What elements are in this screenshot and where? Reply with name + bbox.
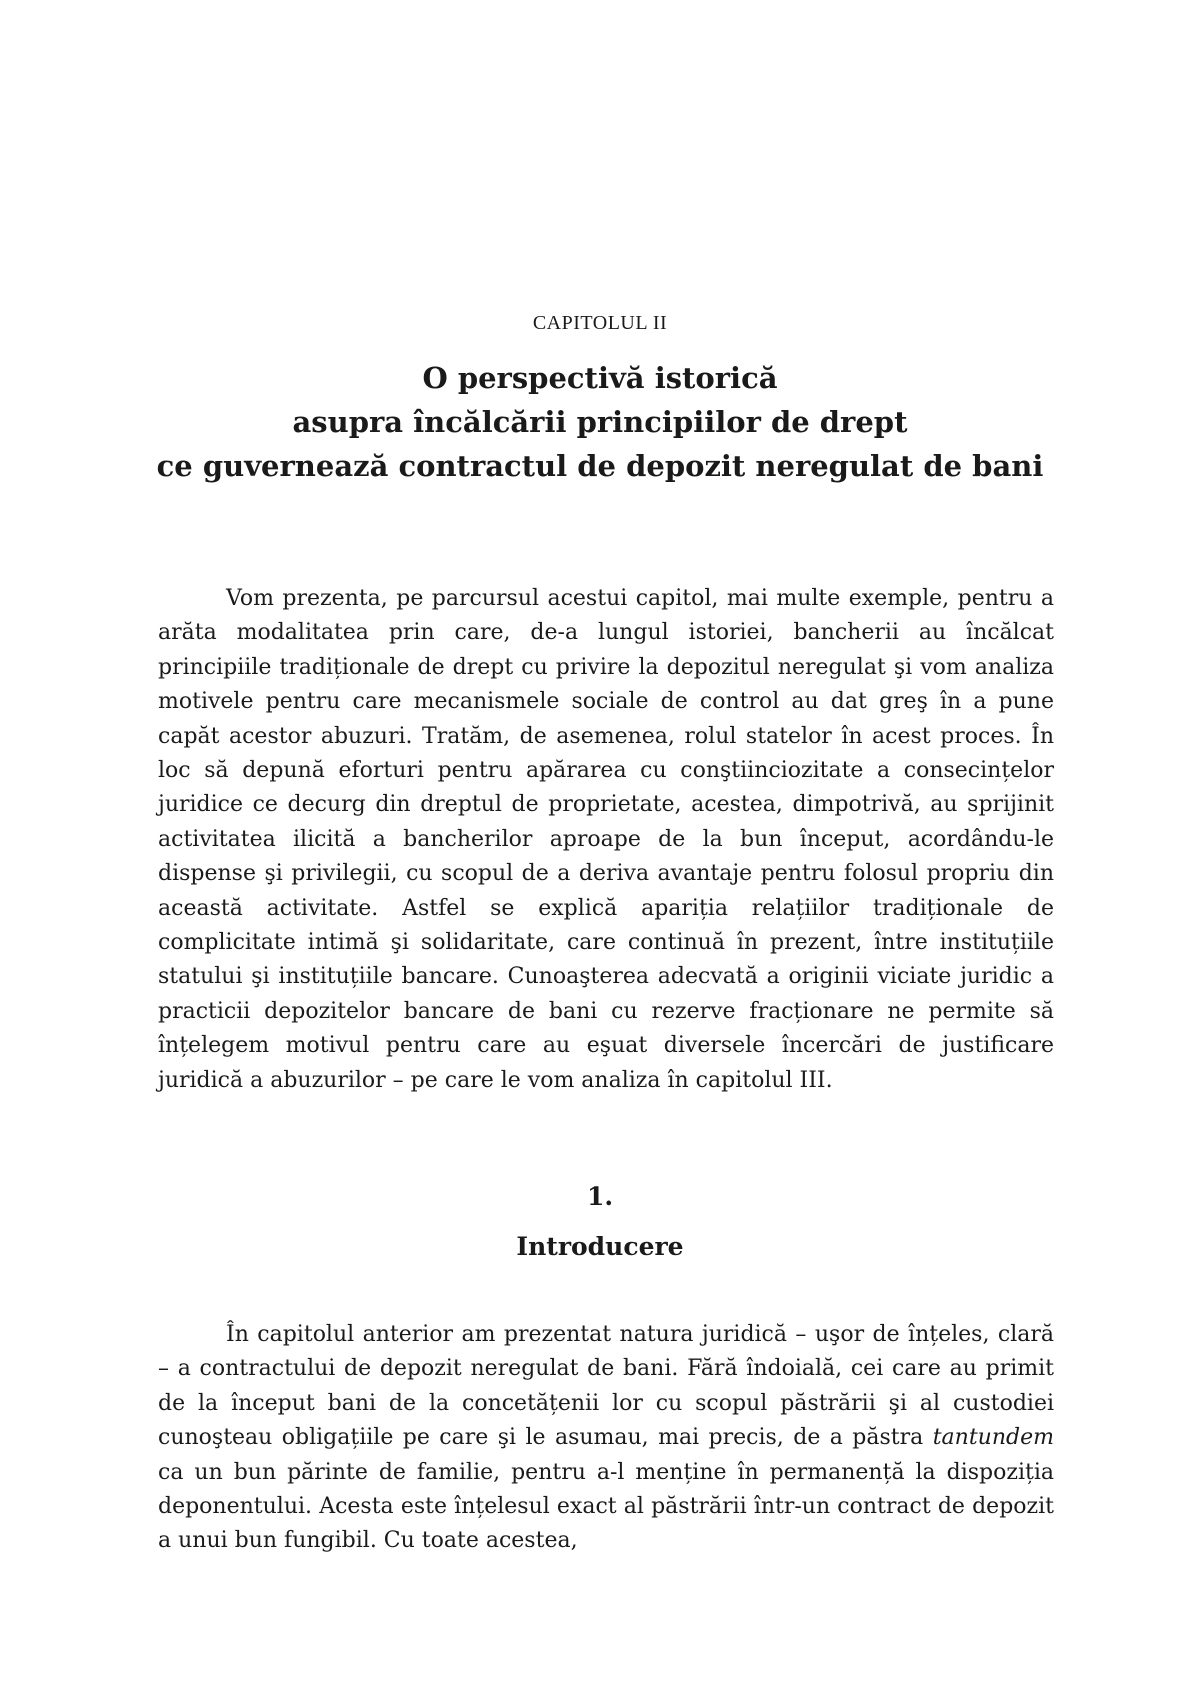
chapter-title-line-2: asupra încălcării principiilor de drept bbox=[292, 405, 908, 439]
section-paragraph-part-2: ca un bun părinte de familie, pentru a-l menține în permanență la dispoziția deponentului. Acesta este înțelesul exact al păstrării într-un contract de depozit a unui bun fungibil. Cu toate acestea, bbox=[158, 1459, 1054, 1554]
chapter-label: CAPITOLUL II bbox=[532, 312, 668, 334]
section-paragraph-emphasis: tantundem bbox=[932, 1425, 1054, 1451]
intro-paragraph: Vom prezenta, pe parcursul acestui capitol, mai multe exemple, pentru a arăta modalitatea prin care, de-a lungul istoriei, bancherii au încălcat principiile tradiționale de drept cu privire la depozitul neregulat şi vom analiza motivele pentru care mecanismele sociale de control au dat greş în a pune capăt acestor abuzuri. Tratăm, de asemenea, rolul statelor în acest proces. În loc să depună eforturi pentru apărarea cu conştiinciozitate a consecințelor juridice ce decurg din dreptul de proprietate, acestea, dimpotrivă, au sprijinit activitatea ilicită a bancherilor aproape de la bun început, acordându-le dispense şi privilegii, cu scopul de a deriva avantaje pentru folosul propriu din această activitate. Astfel se explică apariția relațiilor tradiționale de complicitate intimă şi solidaritate, care continuă în prezent, între instituțiile statului şi instituțiile bancare. Cunoaşterea adecvată a originii viciate juridic a practicii depozitelor bancare de bani cu rezerve fracționare ne permite să înțelegem motivul pentru care au eşuat diversele încercări de justificare juridică a abuzurilor – pe care le vom analiza în capitolul III. bbox=[158, 586, 1054, 1093]
section-title: Introducere bbox=[516, 1232, 684, 1261]
section-number: 1. bbox=[586, 1182, 614, 1211]
section-paragraph-part-1: În capitolul anterior am prezentat natura juridică – uşor de înțeles, clară – a contractului de depozit neregulat de bani. Fără îndoială, cei care au primit de la început bani de la concetățenii lor cu scopul păstrării şi al custodiei cunoşteau obligațiile pe care şi le asumau, mai precis, de a păstra bbox=[158, 1322, 1054, 1451]
section-paragraph-block bbox=[158, 1318, 1054, 1559]
section-paragraph bbox=[158, 1318, 1054, 1559]
chapter-title-line-3: ce guvernează contractul de depozit neregulat de bani bbox=[156, 449, 1044, 483]
chapter-title bbox=[120, 356, 1080, 488]
chapter-title-line-1: O perspectivă istorică bbox=[422, 361, 778, 395]
intro-paragraph-block bbox=[158, 582, 1054, 1098]
